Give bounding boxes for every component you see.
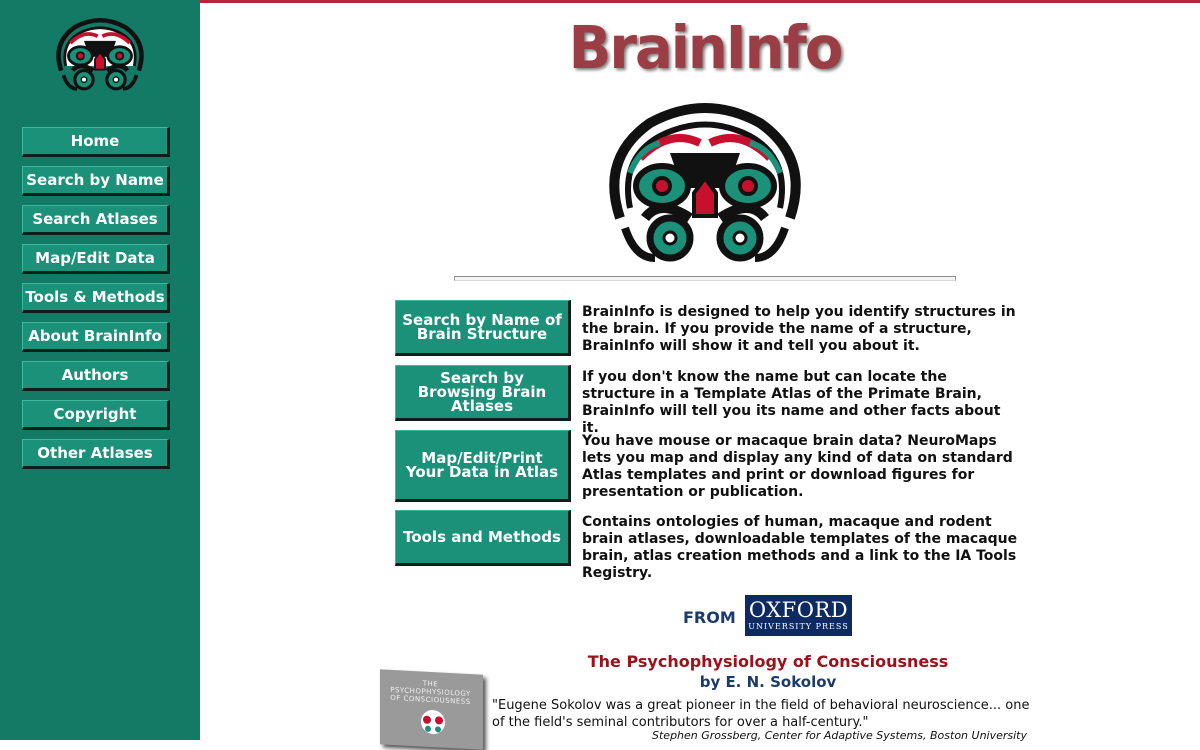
- oxford-logo-text: OXFORD: [748, 598, 849, 622]
- sidebar-item-tools-methods[interactable]: Tools & Methods: [22, 283, 170, 313]
- search-by-name-description: BrainInfo is designed to help you identify structures in the brain. If you provide the name of a structure, BrainInfo will show it and tell you about it.: [582, 304, 1016, 354]
- book-cover-title: THE PSYCHOPHYSIOLOGY OF CONSCIOUSNESS: [390, 679, 471, 707]
- quote-attribution: Stephen Grossberg, Center for Adaptive Systems, Boston University: [652, 729, 1028, 742]
- horizontal-divider: [454, 276, 956, 281]
- sidebar-item-home[interactable]: Home: [22, 127, 170, 157]
- oxford-university-press-logo[interactable]: [745, 595, 852, 636]
- search-atlases-description: If you don't know the name but can locate the structure in a Template Atlas of the Primate Brain, BrainInfo will tell you its name and other facts about it.: [582, 369, 1001, 436]
- sidebar-item-about-braininfo[interactable]: About BrainInfo: [22, 322, 170, 352]
- tools-and-methods-button[interactable]: Tools and Methods: [395, 510, 571, 566]
- sidebar: [0, 0, 200, 740]
- from-label: FROM: [683, 608, 736, 627]
- search-atlases-button[interactable]: Search by Browsing Brain Atlases: [395, 365, 571, 421]
- book-author: by E. N. Sokolov: [699, 673, 837, 691]
- map-edit-print-description: You have mouse or macaque brain data? NeuroMaps lets you map and display any kind of data on standard Atlas templates and print or download figures for presentation or publication.: [582, 433, 1013, 500]
- sidebar-item-copyright[interactable]: Copyright: [22, 400, 170, 430]
- sidebar-item-other-atlases[interactable]: Other Atlases: [22, 439, 170, 469]
- book-cover-image[interactable]: [380, 669, 483, 749]
- book-title-link[interactable]: The Psychophysiology of Consciousness: [587, 652, 949, 671]
- oxford-logo-subtext: UNIVERSITY PRESS: [748, 622, 849, 631]
- sidebar-item-authors[interactable]: Authors: [22, 361, 170, 391]
- sidebar-item-search-atlases[interactable]: Search Atlases: [22, 205, 170, 235]
- sidebar-item-search-by-name[interactable]: Search by Name: [22, 166, 170, 196]
- tools-and-methods-description: Contains ontologies of human, macaque and rodent brain atlases, downloadable templates of the macaque brain, atlas creation methods and a link to the IA Tools Registry.: [582, 514, 1018, 581]
- top-border-line: [200, 0, 1200, 3]
- brain-totem-logo-icon: [600, 98, 810, 270]
- search-by-name-button[interactable]: Search by Name of Brain Structure: [395, 300, 571, 356]
- map-edit-print-button[interactable]: Map/Edit/Print Your Data in Atlas: [395, 430, 571, 502]
- page-title: BrainInfo: [568, 14, 842, 83]
- sidebar-item-map-edit-data[interactable]: Map/Edit Data: [22, 244, 170, 274]
- brain-totem-logo-icon[interactable]: [52, 14, 148, 96]
- brain-totem-logo-icon: [418, 707, 448, 737]
- book-quote: "Eugene Sokolov was a great pioneer in the field of behavioral neuroscience... one of the field's seminal contributors for over a half-century.": [492, 698, 1030, 730]
